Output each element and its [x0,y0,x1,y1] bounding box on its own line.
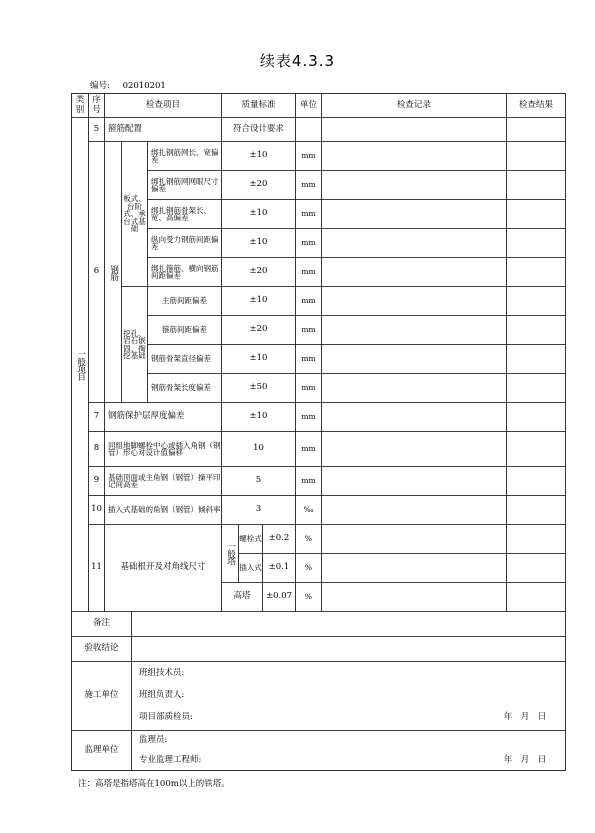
row5-standard: 符合设计要求 [232,123,284,134]
b2-standard: ±20 [249,324,268,335]
b1-item: 主筋间距偏差 [162,296,207,306]
a1-unit: mm [301,151,316,161]
header-record: 检查记录 [396,99,431,110]
row8-item: 同组地脚螺栓中心或插入角钢（钢管）形心对设计值偏移 [108,440,221,457]
header-unit: 单位 [299,99,317,110]
b3-standard: ±10 [249,353,268,364]
row10-unit: ‰ [303,505,314,515]
b4-item: 钢筋骨架长度偏差 [151,383,211,393]
row9-unit: mm [301,476,316,486]
row11-insert-unit: % [304,563,313,573]
a3-standard: ±10 [249,208,268,219]
row11-bolt-label: 螺栓式 [239,534,262,544]
header-standard: 质量标准 [241,99,276,110]
a2-standard: ±20 [249,179,268,190]
a1-standard: ±10 [249,150,268,161]
row7-seq: 7 [93,411,100,422]
supervision-engineer: 专业监理工程师: [139,755,202,766]
row10-item: 插入式基础的角钢（钢管）倾斜率 [108,505,221,515]
row11-bolt-standard: ±0.2 [268,533,290,544]
a5-unit: mm [301,267,316,277]
b4-standard: ±50 [249,382,268,393]
row11-high-label: 高塔 [233,591,251,602]
doc-number-label: 编号: [90,81,110,91]
b1-standard: ±10 [249,295,268,306]
a1-item: 绑扎钢筋网长、宽偏差 [151,147,219,164]
row11-bolt-unit: % [304,534,313,544]
header-seq: 序号 [92,95,101,115]
a5-standard: ±20 [249,266,268,277]
header-category: 类别 [75,95,85,115]
supervision-unit-label: 监理单位 [84,744,119,755]
a4-item: 纵向受力钢筋间距偏差 [151,234,219,251]
group-slab-foundation: 板式、台阶式、承台式基础 [123,194,146,234]
row5-seq: 5 [93,123,100,134]
b2-item: 箍筋间距偏差 [162,325,207,335]
row8-unit: mm [301,444,316,454]
row10-standard: 3 [255,504,262,515]
group-pile-foundation: 挖孔、岩石嵌固、掏挖基础 [123,328,146,360]
construction-date: 年 月 日 [503,712,547,723]
construction-leader: 班组负责人: [139,690,185,701]
row9-seq: 9 [93,475,100,486]
row10-seq: 10 [91,504,102,515]
conclusion-label: 验收结论 [84,643,119,654]
supervision-date: 年 月 日 [503,755,547,766]
row11-high-standard: ±0.07 [265,591,293,602]
a3-unit: mm [301,209,316,219]
row11-insert-label: 插入式 [239,563,262,573]
a2-item: 绑扎钢筋网网眼尺寸偏差 [151,176,219,193]
row7-standard: ±10 [249,411,268,422]
row11-insert-standard: ±0.1 [268,562,290,573]
construction-tech: 班组技术员: [139,668,185,679]
header-result: 检查结果 [518,99,553,110]
supervision-supervisor: 监理员: [139,735,168,746]
row7-item: 钢筋保护层厚度偏差 [108,411,185,422]
b3-item: 钢筋骨架直径偏差 [151,354,211,364]
row7-unit: mm [301,412,316,422]
category-general: 一般项目 [75,349,86,380]
construction-unit-label: 施工单位 [84,690,119,701]
row11-item: 基础根开及对角线尺寸 [120,562,206,573]
a4-standard: ±10 [249,237,268,248]
doc-number-value: 02010201 [122,81,166,91]
header-item: 检查项目 [145,99,180,110]
a4-unit: mm [301,238,316,248]
row11-seq: 11 [91,562,102,573]
a5-item: 绑扎箍筋、横向钢筋间距偏差 [151,263,219,280]
row5-item: 箍筋配置 [108,123,143,134]
row8-seq: 8 [93,443,100,454]
row11-general-tower: 一般塔 [225,542,236,565]
row11-high-unit: % [304,592,313,602]
page-title: 续表4.3.3 [259,52,336,70]
footnote: 注：高塔是指塔高在100m以上的铁塔。 [78,779,230,789]
row9-item: 基础顶面或主角钢（钢管）操平印记间高差 [108,472,221,489]
row8-standard: 10 [253,443,264,454]
b3-unit: mm [301,354,316,364]
a3-item: 绑扎钢筋骨架长、宽、高偏差 [151,205,211,222]
b4-unit: mm [301,383,316,393]
row9-standard: 5 [255,475,262,486]
row6-seq: 6 [93,266,100,277]
row6-rebar-label: 钢筋 [108,264,119,280]
construction-inspector: 项目部质检员: [139,712,193,723]
a2-unit: mm [301,180,316,190]
b1-unit: mm [301,296,316,306]
b2-unit: mm [301,325,316,335]
remarks-label: 备注 [92,618,110,629]
